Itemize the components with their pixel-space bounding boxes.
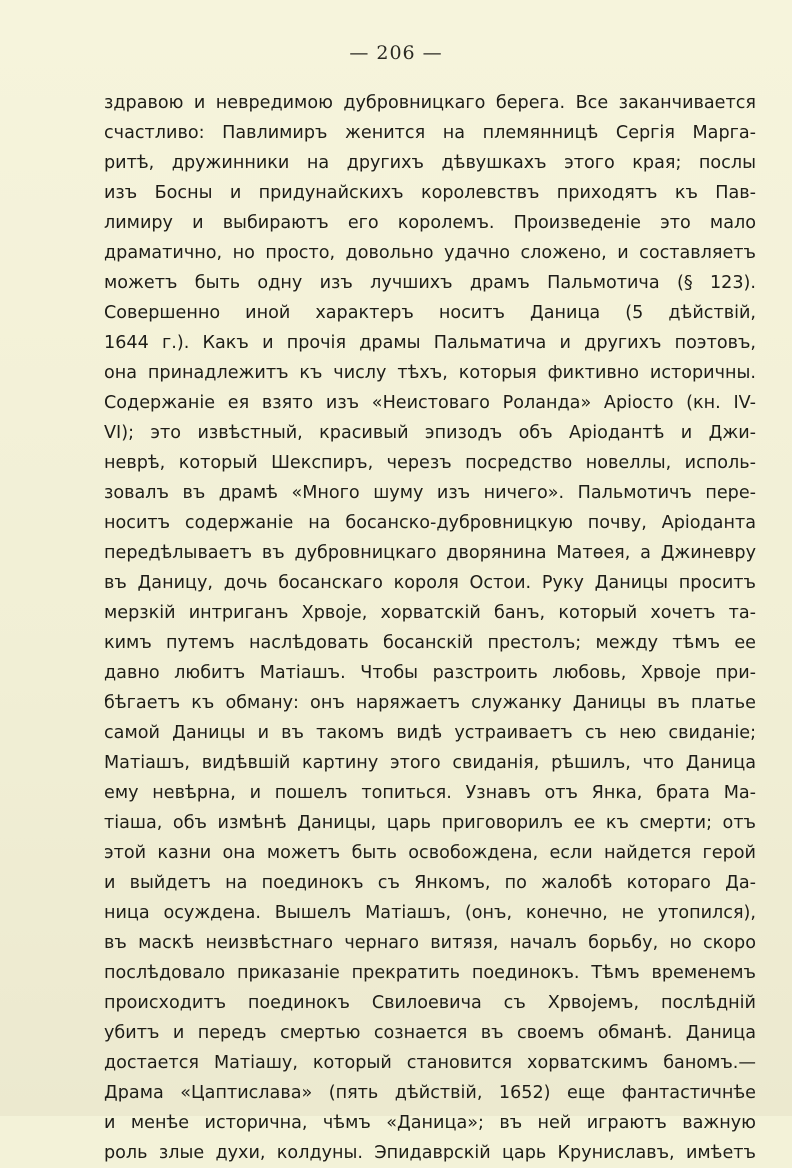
text-line: носитъ содержаніе на босанско-дубровницкую почву, Аріоданта	[104, 513, 756, 533]
text-line: самой Даницы и въ такомъ видѣ устраиваетъ съ нею свиданіе;	[104, 723, 756, 743]
text-line: и менѣе исторична, чѣмъ «Даница»; въ ней играютъ важную	[104, 1113, 756, 1133]
text-line: она принадлежитъ къ числу тѣхъ, которыя фиктивно историчны.	[104, 363, 756, 383]
text-line: давно любитъ Матіашъ. Чтобы разстроить любовь, Хрвоје при-	[104, 663, 756, 683]
text-line: послѣдовало приказаніе прекратить поединокъ. Тѣмъ временемъ	[104, 963, 756, 983]
text-line: VI); это извѣстный, красивый эпизодъ объ Аріодантѣ и Джи-	[104, 423, 756, 443]
text-line: Совершенно иной характеръ носитъ Даница (5 дѣйствій,	[104, 303, 756, 323]
text-line: роль злые духи, колдуны. Эпидаврскій царь Круниславъ, имѣетъ	[104, 1143, 756, 1163]
text-line: въ Даницу, дочь босанскаго короля Остои. Руку Даницы проситъ	[104, 573, 756, 593]
text-line: лимиру и выбираютъ его королемъ. Произведеніе это мало	[104, 213, 756, 233]
text-line: происходитъ поединокъ Свилоевича съ Хрвојемъ, послѣдній	[104, 993, 756, 1013]
text-line: ритѣ, дружинники на другихъ дѣвушкахъ этого края; послы	[104, 153, 756, 173]
page-number: — 206 —	[349, 42, 443, 64]
text-line: этой казни она можетъ быть освобождена, если найдется герой	[104, 843, 756, 863]
text-line: достается Матіашу, который становится хорватскимъ баномъ.—	[104, 1053, 756, 1073]
text-line: передѣлываетъ въ дубровницкаго дворянина Матѳея, а Джиневру	[104, 543, 756, 563]
text-line: мерзкій интриганъ Хрвоје, хорватскій банъ, который хочетъ та-	[104, 603, 756, 623]
text-line: убитъ и передъ смертью сознается въ своемъ обманѣ. Даница	[104, 1023, 756, 1043]
text-line: зовалъ въ драмѣ «Много шуму изъ ничего». Пальмотичъ пере-	[104, 483, 756, 503]
text-line: въ маскѣ неизвѣстнаго чернаго витязя, началъ борьбу, но скоро	[104, 933, 756, 953]
text-line: счастливо: Павлимиръ женится на племянницѣ Сергія Марга-	[104, 123, 756, 143]
text-line: Матіашъ, видѣвшій картину этого свиданія, рѣшилъ, что Даница	[104, 753, 756, 773]
text-line: неврѣ, который Шекспиръ, черезъ посредство новеллы, исполь-	[104, 453, 756, 473]
text-line: ему невѣрна, и пошелъ топиться. Узнавъ отъ Янка, брата Ма-	[104, 783, 756, 803]
text-line: тіаша, объ измѣнѣ Даницы, царь приговорилъ ее къ смерти; отъ	[104, 813, 756, 833]
body-text	[104, 88, 756, 1168]
text-line: здравою и невредимою дубровницкаго берега. Все заканчивается	[104, 93, 756, 113]
text-line: 1644 г.). Какъ и прочія драмы Пальматича и другихъ поэтовъ,	[104, 333, 756, 353]
text-line: можетъ быть одну изъ лучшихъ драмъ Пальмотича (§ 123).	[104, 273, 756, 293]
text-line: драматично, но просто, довольно удачно сложено, и составляетъ	[104, 243, 756, 263]
text-line: Содержаніе ея взято изъ «Неистоваго Роланда» Аріосто (кн. IV-	[104, 393, 756, 413]
text-line: и выйдетъ на поединокъ съ Янкомъ, по жалобѣ котораго Да-	[104, 873, 756, 893]
text-line: изъ Босны и придунайскихъ королевствъ приходятъ къ Пав-	[104, 183, 756, 203]
text-line: кимъ путемъ наслѣдовать босанскій престолъ; между тѣмъ ее	[104, 633, 756, 653]
text-line: бѣгаетъ къ обману: онъ наряжаетъ служанку Даницы въ платье	[104, 693, 756, 713]
text-line: ница осуждена. Вышелъ Матіашъ, (онъ, конечно, не утопился),	[104, 903, 756, 923]
text-line: Драма «Цаптислава» (пять дѣйствій, 1652) еще фантастичнѣе	[104, 1083, 756, 1103]
